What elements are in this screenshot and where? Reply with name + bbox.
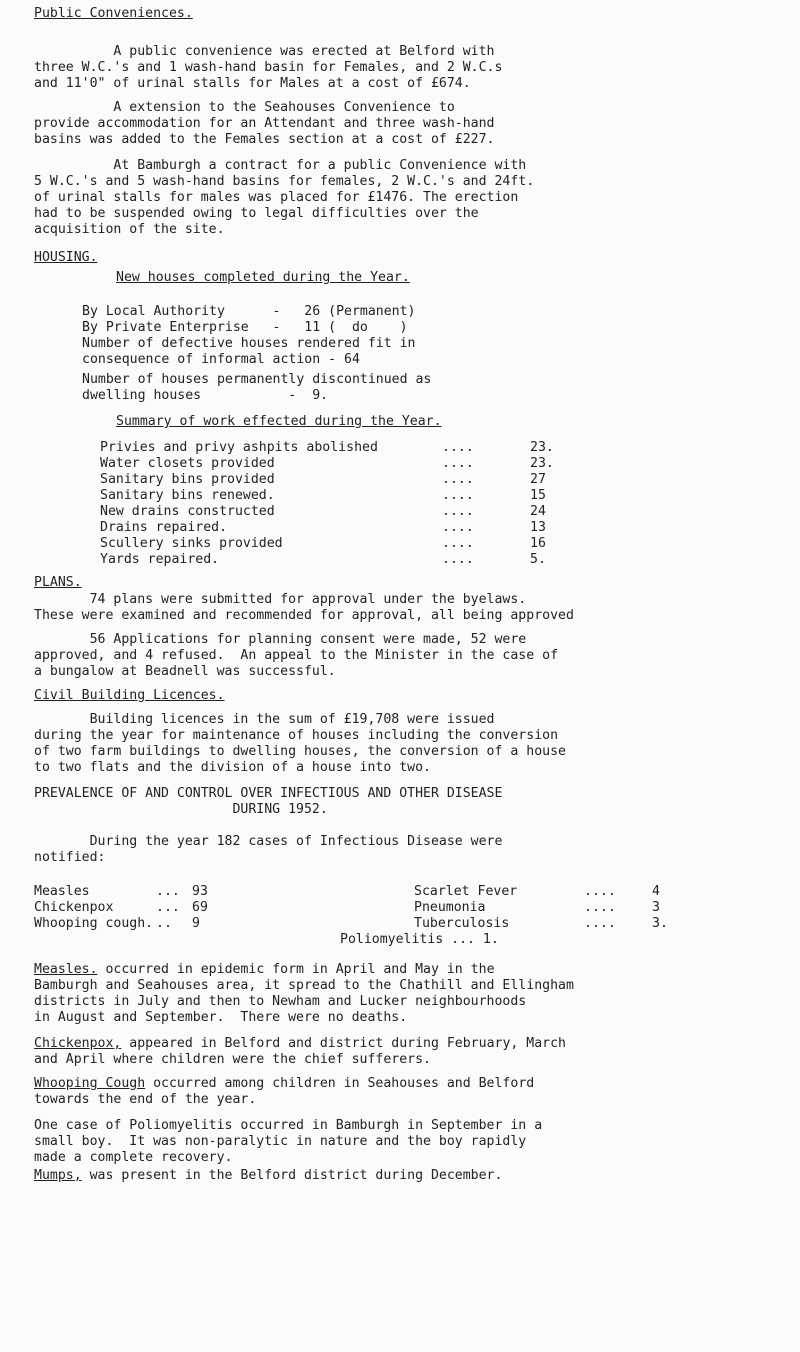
disease-dots: .... (584, 900, 616, 915)
summary-item-value: 15 (530, 488, 546, 503)
disease-count: 9 (192, 916, 200, 931)
summary-item-label: Drains repaired. (100, 520, 228, 535)
summary-item-value: 27 (530, 472, 546, 487)
measles-title: Measles. (34, 962, 98, 977)
mumps-text: was present in the Belford district during December. (81, 1168, 503, 1183)
housing-heading: HOUSING. (34, 250, 98, 265)
summary-item-value: 5. (530, 552, 546, 567)
disease-count: 69 (192, 900, 208, 915)
disease-count: 93 (192, 884, 208, 899)
plans-heading: PLANS. (34, 575, 82, 590)
disease-dots: ... (156, 900, 180, 915)
summary-item-label: New drains constructed (100, 504, 275, 519)
disease-count: 3. (652, 916, 668, 931)
summary-item-label: Sanitary bins renewed. (100, 488, 275, 503)
summary-item-dots: .... (442, 472, 474, 487)
disease-count: 3 (652, 900, 660, 915)
disease-name: Whooping cough. (34, 916, 154, 931)
whooping-cough-text: occurred among children in Seahouses and Belford towards the end of the year. (34, 1076, 535, 1107)
disease-name: Tuberculosis (414, 916, 510, 931)
disease-dots: .... (584, 884, 616, 899)
disease-name: Pneumonia (414, 900, 486, 915)
summary-item-value: 13 (530, 520, 546, 535)
housing-figures: By Local Authority - 26 (Permanent) By Private Enterprise - 11 ( do ) Number of defective houses rendered fit in consequence of informal action - 64 (82, 304, 416, 367)
disease-name: Measles (34, 884, 90, 899)
plans-submitted-paragraph: 74 plans were submitted for approval under the byelaws. These were examined and recommended for approval, all being approved (34, 592, 574, 623)
summary-item-dots: .... (442, 552, 474, 567)
summary-item-dots: .... (442, 504, 474, 519)
summary-item-value: 23. (530, 440, 554, 455)
licences-heading: Civil Building Licences. (34, 688, 225, 703)
summary-item-label: Yards repaired. (100, 552, 220, 567)
disease-dots: ... (156, 884, 180, 899)
mumps-title: Mumps, (34, 1168, 82, 1183)
summary-item-dots: .... (442, 536, 474, 551)
summary-item-dots: .... (442, 488, 474, 503)
page-title: Public Conveniences. (34, 6, 193, 21)
summary-item-dots: .... (442, 456, 474, 471)
measles-text: occurred in epidemic form in April and May in the Bamburgh and Seahouses area, it spread to the Chathill and Ellingham districts in July and then to Newham and Lucker neighbourhoods in August and September. There were no deaths. (34, 962, 574, 1025)
whooping-cough-title: Whooping Cough (34, 1076, 146, 1091)
disease-name: Chickenpox (34, 900, 114, 915)
chickenpox-paragraph (34, 1036, 566, 1068)
summary-item-label: Sanitary bins provided (100, 472, 275, 487)
summary-item-value: 23. (530, 456, 554, 471)
bamburgh-convenience-paragraph: At Bamburgh a contract for a public Convenience with 5 W.C.'s and 5 wash-hand basins for females, 2 W.C.'s and 24ft. of urinal stalls for males was placed for £1476. The erection had to be suspended owing to legal difficulties over the acquisition of the site. (34, 158, 535, 237)
summary-heading: Summary of work effected during the Year. (116, 414, 442, 429)
chickenpox-title: Chickenpox, (34, 1036, 122, 1051)
disease-name: Scarlet Fever (414, 884, 518, 899)
disease-dots: .... (584, 916, 616, 931)
summary-item-value: 24 (530, 504, 546, 519)
planning-consent-paragraph: 56 Applications for planning consent were made, 52 were approved, and 4 refused. An appeal to the Minister in the case of a bungalow at Beadnell was successful. (34, 632, 559, 679)
housing-subheading: New houses completed during the Year. (116, 270, 410, 285)
poliomyelitis-paragraph: One case of Poliomyelitis occurred in Bamburgh in September in a small boy. It was non-paralytic in nature and the boy rapidly made a complete recovery. (34, 1118, 543, 1165)
summary-item-value: 16 (530, 536, 546, 551)
prevalence-heading: PREVALENCE OF AND CONTROL OVER INFECTIOUS AND OTHER DISEASE DURING 1952. (34, 786, 503, 817)
disease-dots: .. (156, 916, 172, 931)
belford-convenience-paragraph: A public convenience was erected at Belford with three W.C.'s and 1 wash-hand basin for Females, and 2 W.C.s and 11'0" of urinal stalls for Males at a cost of £674. (34, 44, 503, 91)
prevalence-intro: During the year 182 cases of Infectious Disease were notified: (34, 834, 503, 865)
disease-count: 4 (652, 884, 660, 899)
summary-item-dots: .... (442, 440, 474, 455)
summary-item-dots: .... (442, 520, 474, 535)
summary-item-label: Scullery sinks provided (100, 536, 283, 551)
measles-paragraph (34, 962, 574, 1026)
chickenpox-text: appeared in Belford and district during February, March and April where children were the chief sufferers. (34, 1036, 566, 1067)
seahouses-convenience-paragraph: A extension to the Seahouses Convenience to provide accommodation for an Attendant and three wash-hand basins was added to the Females section at a cost of £227. (34, 100, 495, 147)
polio-case-count: Poliomyelitis ... 1. (340, 932, 499, 947)
houses-discontinued: Number of houses permanently discontinued as dwelling houses - 9. (82, 372, 432, 403)
licences-paragraph: Building licences in the sum of £19,708 were issued during the year for maintenance of houses including the conversion of two farm buildings to dwelling houses, the conversion of a house to two flats and the division of a house into two. (34, 712, 566, 775)
summary-item-label: Privies and privy ashpits abolished (100, 440, 378, 455)
summary-item-label: Water closets provided (100, 456, 275, 471)
whooping-cough-paragraph (34, 1076, 534, 1108)
mumps-paragraph (34, 1168, 502, 1184)
